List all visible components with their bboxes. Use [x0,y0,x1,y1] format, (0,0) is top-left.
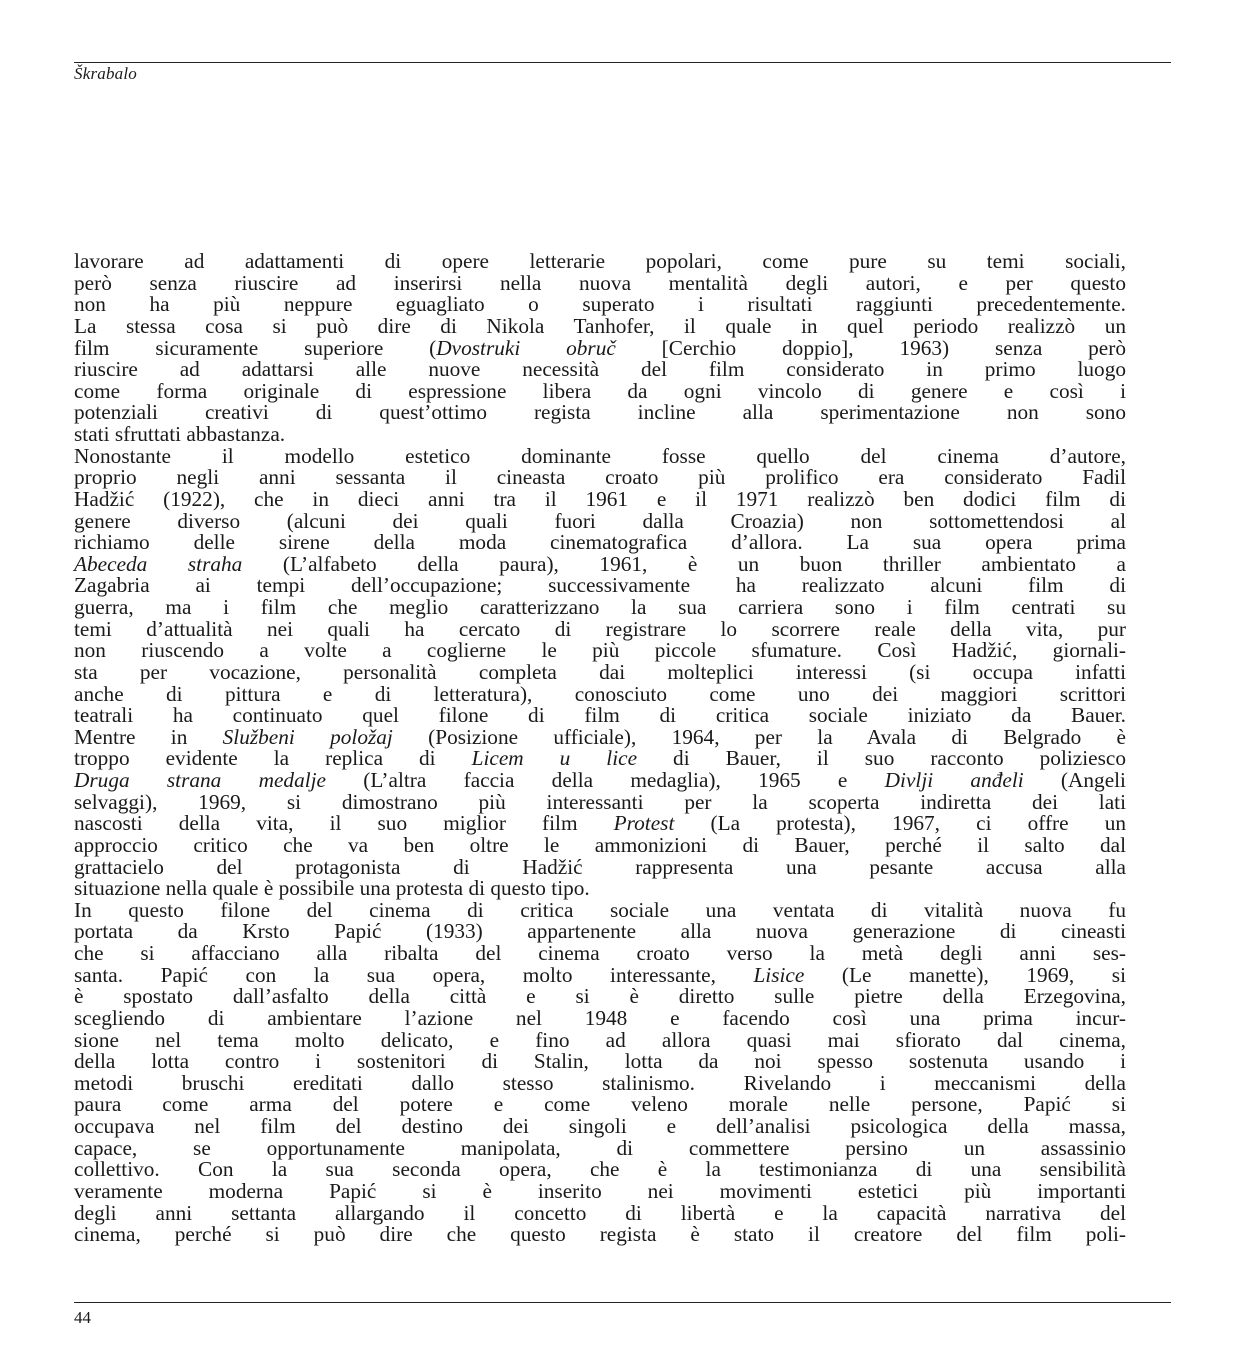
text-line [74,1116,1126,1138]
text-segment: riuscire ad adattarsi alle nuove necessità del film considerato in primo luogo [74,357,1126,382]
text-segment: (La protesta), 1967, ci offre un [674,811,1126,836]
text-line [74,294,1126,316]
text-segment: (L’alfabeto della paura), 1961, è un buon thriller ambientato a [242,551,1127,576]
text-line [74,878,1126,900]
text-line [74,575,1126,597]
text-segment: potenziali creativi di quest’ottimo regista incline alla sperimentazione non sono [74,400,1126,425]
italic-title: Dvostruki obruč [436,335,616,360]
italic-title: Lisice [753,962,805,987]
body-text [74,251,1126,1246]
text-segment: (Posizione ufficiale), 1964, per la Avala di Belgrado è [392,724,1126,749]
text-segment: troppo evidente la replica di [74,746,472,771]
text-segment: grattacielo del protagonista di Hadžić rappresenta una pesante accusa alla [74,854,1126,879]
text-segment: che si affacciano alla ribalta del cinema croato verso la metà degli anni ses- [74,941,1126,965]
text-line [74,1094,1126,1116]
text-segment: sione nel tema molto delicato, e fino ad allora quasi mai sfiorato dal cinema, [74,1027,1126,1052]
text-line [74,1159,1126,1181]
text-line [74,705,1126,727]
text-line [74,597,1126,619]
text-line [74,313,1126,338]
text-line [74,789,1126,814]
text-segment: però senza riuscire ad inserirsi nella nuova mentalità degli autori, e per questo [74,270,1126,295]
text-segment: portata da Krsto Papić (1933) appartenente alla nuova generazione di cineasti [74,919,1126,944]
text-line [74,1200,1126,1225]
text-line [74,813,1126,835]
text-line [74,921,1126,943]
text-line [74,724,1126,749]
text-segment: come forma originale di espressione libera da ogni vincolo di genere e così i [74,378,1126,403]
text-segment: di Bauer, il suo racconto poliziesco [637,746,1126,771]
text-line [74,335,1126,360]
text-line [74,897,1126,922]
text-line [74,551,1127,576]
text-segment: occupava nel film del destino dei singoli e dell’analisi psicologica della massa, [74,1114,1126,1138]
text-segment: non riuscendo a volte a coglierne le più piccole sfumature. Così Hadžić, giornali- [74,638,1126,663]
italic-title: Službeni položaj [222,724,393,749]
text-segment: Nonostante il modello estetico dominante fosse quello del cinema d’autore, [74,443,1126,468]
text-segment: genere diverso (alcuni dei quali fuori dalla Croazia) non sottomettendosi al [74,508,1126,533]
text-segment: (Angeli [1023,768,1126,792]
text-segment: non ha più neppure eguagliato o superato i risultati raggiunti precedentemente. [74,292,1126,317]
text-segment: capace, se opportunamente manipolata, di commettere persino un assassinio [74,1135,1126,1160]
text-segment: degli anni settanta allargando il concetto di libertà e la capacità narrativa del [74,1200,1126,1225]
text-segment: anche di pittura e di letteratura), conosciuto come uno dei maggiori scrittori [74,681,1126,706]
text-segment: temi d’attualità nei quali ha cercato di registrare lo scorrere reale della vita, pur [74,616,1126,641]
text-segment: In questo filone del cinema di critica sociale una ventata di vitalità nuova fu [74,897,1126,922]
text-segment: [Cerchio doppio], 1963) senza però [615,335,1126,360]
text-segment: Mentre in [74,724,223,749]
text-segment: teatrali ha continuato quel filone di film di critica sociale iniziato da Bauer. [74,703,1126,728]
text-segment: proprio negli anni sessanta il cineasta croato più prolifico era considerato Fadil [74,465,1126,490]
text-line [74,251,1126,273]
text-segment: della lotta contro i sostenitori di Stalin, lotta da noi spesso sostenuta usando i [74,1049,1126,1074]
text-line [74,443,1126,468]
text-line [74,770,1126,792]
italic-title: Protest [613,811,675,836]
text-segment: scegliendo di ambientare l’azione nel 1948 e facendo così una prima incur- [74,1005,1126,1030]
text-line [74,640,1126,662]
italic-title: Divlji anđeli [884,768,1024,792]
text-line [74,1178,1126,1203]
text-segment: Zagabria ai tempi dell’occupazione; successivamente ha realizzato alcuni film di [74,573,1126,598]
page-number: 44 [74,1308,91,1327]
text-segment: santa. Papić con la sua opera, molto interessante, [74,962,754,987]
text-segment: La stessa cosa si può dire di Nikola Tanhofer, il quale in quel periodo realizzò un [74,313,1126,338]
text-line [74,943,1126,965]
running-head: Škrabalo [74,64,137,83]
text-segment: richiamo delle sirene della moda cinematografica d’allora. La sua opera prima [74,530,1126,555]
text-line [74,402,1126,424]
text-line [74,986,1126,1008]
text-segment: collettivo. Con la sua seconda opera, che è la testimonianza di una sensibilità [74,1157,1126,1182]
text-segment: Hadžić (1922), che in dieci anni tra il 1961 e il 1971 realizzò ben dodici film di [74,486,1126,511]
text-line [74,659,1126,684]
text-line [74,1005,1126,1030]
footer-rule [74,1302,1171,1303]
text-segment: film sicuramente superiore ( [74,335,437,360]
text-line [74,532,1126,554]
text-line [74,1027,1126,1052]
text-segment: (L’altra faccia della medaglia), 1965 e [326,768,885,792]
text-line [74,508,1126,533]
header-rule [74,62,1171,63]
italic-title: Licem u lice [471,746,638,771]
text-line [74,832,1126,857]
italic-title: Druga strana medalje [74,768,326,792]
text-line [74,424,1126,446]
text-segment: nascosti della vita, il suo miglior film [74,811,614,836]
text-segment: veramente moderna Papić si è inserito nei movimenti estetici più importanti [74,1178,1126,1203]
text-line [74,378,1126,403]
text-line [74,467,1126,489]
text-line [74,681,1126,706]
text-line [74,1224,1126,1246]
text-segment: stati sfruttati abbastanza. [74,422,286,446]
text-line [74,1051,1126,1073]
text-segment: situazione nella quale è possibile una protesta di questo tipo. [74,876,590,901]
text-line [74,270,1126,295]
text-line [74,486,1126,511]
text-line [74,359,1126,381]
text-segment: approccio critico che va ben oltre le ammonizioni di Bauer, perché il salto dal [74,832,1126,857]
text-segment: è spostato dall’asfalto della città e si è diretto sulle pietre della Erzegovina, [74,984,1126,1009]
text-line [74,1135,1126,1160]
italic-title: Abeceda straha [74,551,243,576]
text-segment: selvaggi), 1969, si dimostrano più interessanti per la scoperta indiretta dei lati [74,789,1126,814]
text-segment: paura come arma del potere e come veleno morale nelle persone, Papić si [74,1092,1126,1117]
text-line [74,748,1126,770]
text-segment: sta per vocazione, personalità completa dai molteplici interessi (si occupa infatti [74,659,1126,684]
text-segment: metodi bruschi ereditati dallo stesso stalinismo. Rivelando i meccanismi della [74,1070,1126,1095]
text-line [74,1070,1126,1095]
text-segment: guerra, ma i film che meglio caratterizzano la sua carriera sono i film centrati su [74,595,1126,619]
text-line [74,854,1126,879]
text-line [74,616,1126,641]
text-segment: (Le manette), 1969, si [804,962,1126,987]
text-line [74,962,1126,987]
text-segment: lavorare ad adattamenti di opere letterarie popolari, come pure su temi sociali, [74,249,1126,273]
text-segment: cinema, perché si può dire che questo regista è stato il creatore del film poli- [74,1222,1126,1247]
